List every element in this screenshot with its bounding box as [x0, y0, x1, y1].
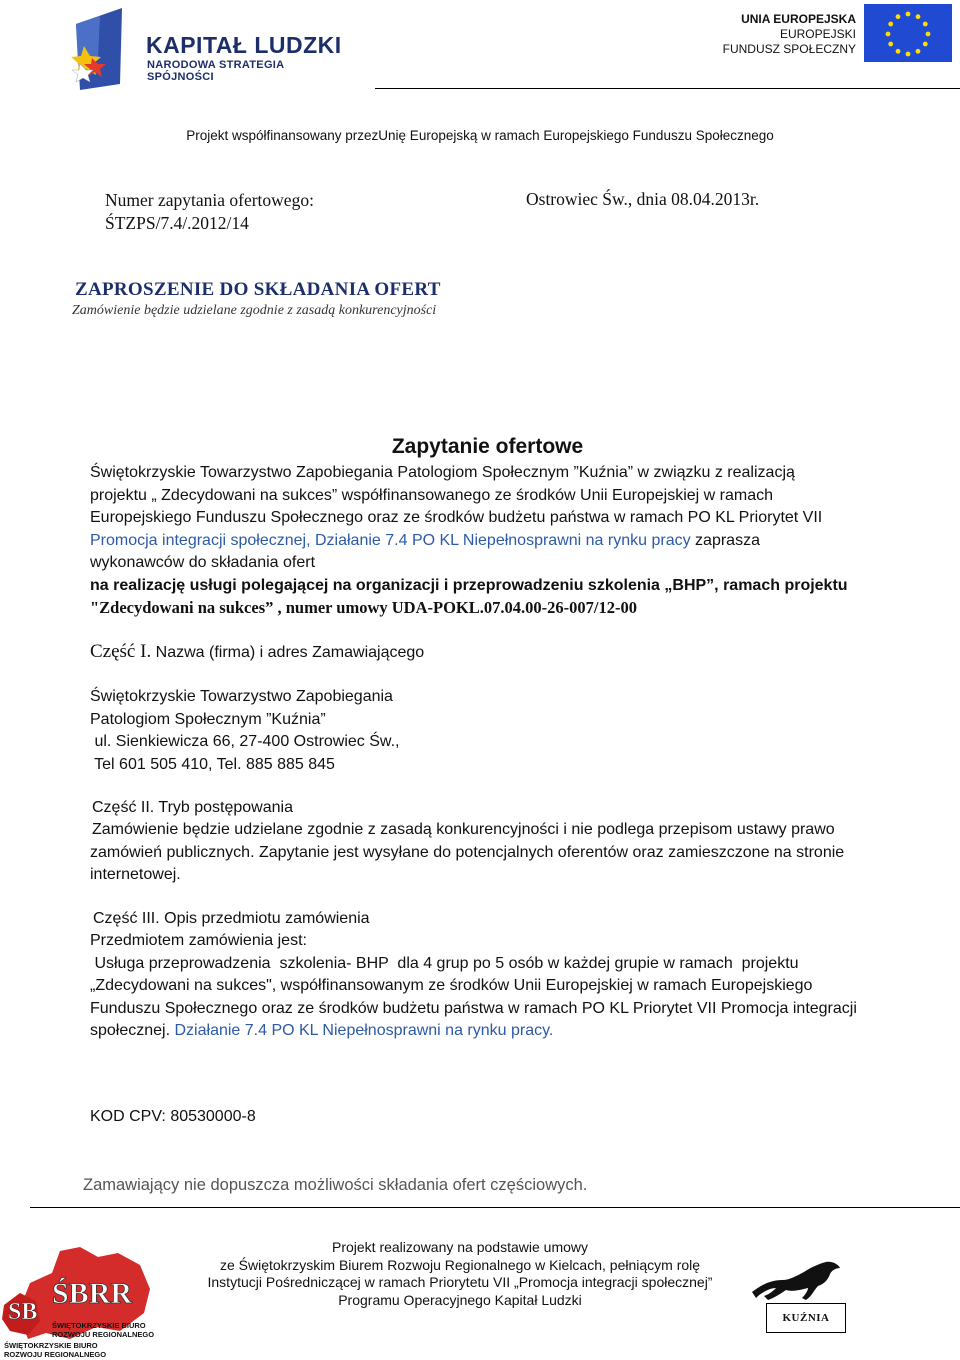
invitation-subtitle: Zamówienie będzie udzielane zgodnie z zasadą konkurencyjności: [72, 303, 437, 318]
eu-logo-line2: EUROPEJSKI: [779, 27, 856, 41]
program-measure-link[interactable]: Promocja integracji społecznej, Działanie 7.4 PO KL Niepełnosprawni na rynku pracy: [90, 531, 691, 549]
kapital-ludzki-mark-icon: [70, 6, 128, 90]
inquiry-bold-line: na realizację usługi polegającej na organizacji i przeprowadzeniu szkolenia „BHP”, ramach projektu: [90, 576, 848, 594]
inquiry-line: wykonawców do składania ofert: [90, 554, 316, 571]
kapital-ludzki-title: KAPITAŁ LUDZKI: [146, 32, 342, 58]
sbrr-caption-line: ŚWIĘTOKRZYSKIE BIURO: [52, 1321, 146, 1330]
part1-label: Część I.: [90, 641, 152, 662]
part3-line: [90, 1020, 950, 1043]
inquiry-line: projektu „ Zdecydowani na sukces” współfinansowanego ze środków Unii Europejskiej w ramach: [90, 486, 773, 504]
eu-logo: [722, 4, 954, 64]
sbrr-caption-line: ROZWOJU REGIONALNEGO: [52, 1330, 155, 1339]
eu-flag-icon: [864, 4, 952, 62]
part3-title: Część III. Opis przedmiotu zamówienia: [93, 910, 370, 927]
part3-body: [90, 930, 950, 1043]
kuznia-label: KUŹNIA: [766, 1303, 846, 1333]
inquiry-line: [90, 530, 950, 553]
inquiry-number-value: ŚTZPS/7.4/.2012/14: [105, 213, 249, 233]
partial-offers-note: Zamawiający nie dopuszcza możliwości składania ofert częściowych.: [83, 1176, 588, 1194]
inquiry-line: Europejskiego Funduszu Społecznego oraz ze środków budżetu państwa w ramach PO KL Priorytet VII: [90, 509, 823, 526]
footer-text: [160, 1239, 760, 1309]
kapital-ludzki-logo: [70, 6, 350, 90]
part2-line: Zamówienie będzie udzielane zgodnie z zasadą konkurencyjności i nie podlega przepisom ustawy prawo: [92, 821, 835, 838]
address-line: Patologiom Społecznym ”Kuźnia”: [90, 710, 326, 728]
address-line: Świętokrzyskie Towarzystwo Zapobiegania: [90, 688, 393, 705]
cpv-code: KOD CPV: 80530000-8: [90, 1108, 256, 1125]
part2-body: [90, 819, 950, 887]
sbrr-caption-line: ROZWOJU REGIONALNEGO: [4, 1350, 107, 1359]
sbrr-caption-line: ŚWIĘTOKRZYSKIE BIURO: [4, 1341, 98, 1350]
footer-line: Projekt realizowany na podstawie umowy: [331, 1239, 588, 1255]
footer-divider: [30, 1207, 960, 1208]
horse-icon: [748, 1258, 846, 1308]
place-date: Ostrowiec Św., dnia 08.04.2013r.: [526, 189, 760, 209]
inquiry-body: [90, 462, 950, 620]
part2-title: Część II. Tryb postępowania: [92, 799, 293, 816]
address-line: Tel 601 505 410, Tel. 885 885 845: [90, 755, 335, 773]
footer-line: Programu Operacyjnego Kapitał Ludzki: [338, 1291, 582, 1308]
part3-line: „Zdecydowani na sukces", współfinansowanym ze środków Unii Europejskiej w ramach Europejskiego: [90, 977, 813, 994]
part3-intro: Przedmiotem zamówienia jest:: [90, 932, 307, 949]
cofinancing-note: Projekt współfinansowany przezUnię Europejską w ramach Europejskiego Funduszu Społecznego: [186, 128, 774, 143]
footer-line: Instytucji Pośredniczącej w ramach Priorytetu VII „Promocja integracji społecznej”: [207, 1274, 713, 1290]
part3-line-plain: społecznej.: [90, 1022, 175, 1039]
svg-text:SB: SB: [8, 1299, 38, 1325]
inquiry-line: Świętokrzyskie Towarzystwo Zapobiegania Patologiom Społecznym ”Kuźnia” w związku z realizacją: [90, 464, 795, 481]
inquiry-heading: Zapytanie ofertowe: [391, 435, 584, 458]
address-line: ul. Sienkiewicza 66, 27-400 Ostrowiec Św.,: [90, 733, 400, 750]
part2-line: internetowej.: [90, 866, 181, 883]
kapital-ludzki-subtitle: NARODOWA STRATEGIA SPÓJNOŚCI: [147, 59, 284, 83]
footer-line: ze Świętokrzyskim Biurem Rozwoju Regionalnego w Kielcach, pełniącym rolę: [219, 1256, 701, 1273]
part2-line: zamówień publicznych. Zapytanie jest wysyłane do potencjalnych oferentów oraz zamieszczone na stronie: [90, 843, 845, 861]
part1-address: [90, 686, 399, 776]
inquiry-number-label: Numer zapytania ofertowego:: [105, 190, 314, 210]
inquiry-line-rest: zaprasza: [690, 531, 760, 549]
kuznia-logo: [748, 1258, 846, 1334]
part1-title: Nazwa (firma) i adres Zamawiającego: [151, 644, 425, 661]
part3-line: Funduszu Społecznego oraz ze środków budżetu państwa w ramach PO KL Priorytet VII Promocja integracji: [90, 999, 857, 1017]
sbrr-logo: [0, 1243, 160, 1360]
part1-heading: [90, 641, 424, 663]
program-measure-link-2[interactable]: Działanie 7.4 PO KL Niepełnosprawni na rynku pracy.: [174, 1022, 554, 1039]
part3-line: Usługa przeprowadzenia szkolenia- BHP dla 4 grup po 5 osób w każdej grupie w ramach projektu: [90, 954, 799, 972]
sbrr-mark-text: ŚBRR: [52, 1277, 133, 1310]
invitation-title: ZAPROSZENIE DO SKŁADANIA OFERT: [75, 279, 441, 300]
sbrr-caption-2: [4, 1341, 106, 1359]
eu-logo-line1: UNIA EUROPEJSKA: [741, 12, 856, 26]
eu-logo-line3: FUNDUSZ SPOŁECZNY: [722, 42, 856, 56]
header-divider: [375, 88, 960, 89]
inquiry-contract-line: "Zdecydowani na sukces” , numer umowy UDA-POKL.07.04.00-26-007/12-00: [90, 598, 637, 617]
sbrr-caption: [52, 1321, 154, 1339]
